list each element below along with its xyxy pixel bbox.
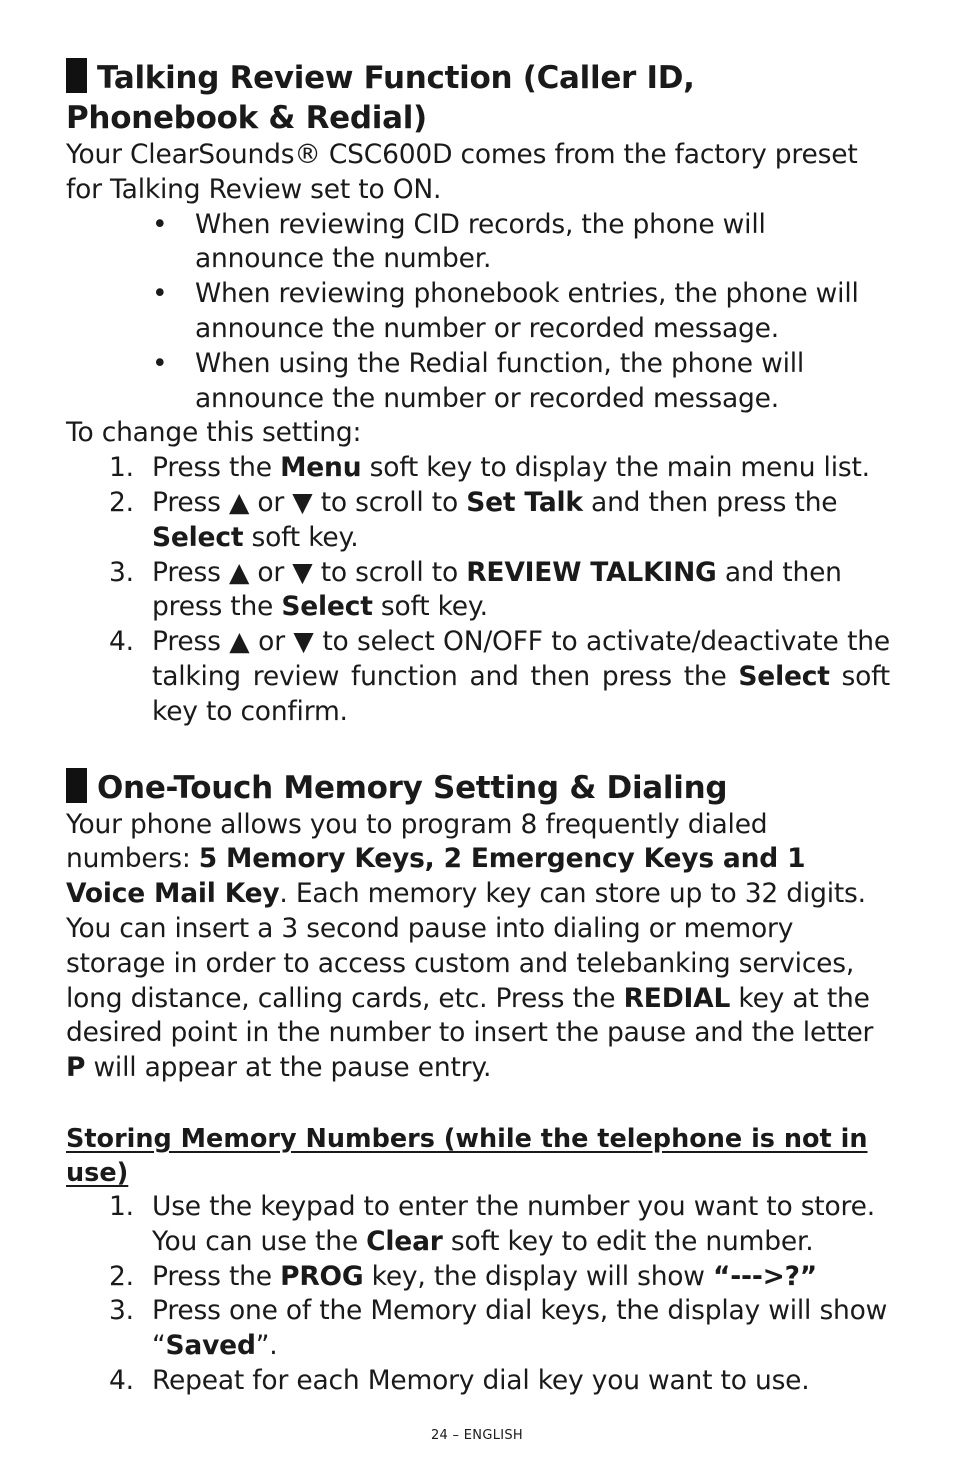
list-item: • When using the Redial function, the phone will announce the number or recorded message.	[152, 347, 805, 414]
intro-paragraph: Your ClearSounds® CSC600D comes from the factory preset for Talking Review set to ON.	[66, 139, 858, 205]
heading-text: Talking Review Function (Caller ID, Phonebook & Redial)	[66, 60, 695, 136]
steps-list	[66, 451, 890, 729]
bullet-list	[66, 208, 890, 417]
step-item: 1. Use the keypad to enter the number you want to store. You can use the Clear soft key to edit the number.	[109, 1190, 875, 1257]
manual-page	[66, 58, 890, 1399]
section-heading-talking-review	[66, 58, 890, 138]
steps-list	[66, 1190, 890, 1399]
bullet-dot: •	[152, 278, 168, 310]
step-item: 3. Press ▲ or ▼ to scroll to REVIEW TALKING and then press the Select soft key.	[109, 556, 842, 623]
step-item: 4. Press ▲ or ▼ to select ON/OFF to activate/deactivate the talking review function and then press the Select soft key to confirm.	[109, 626, 890, 727]
subheading-storing-memory-numbers: Storing Memory Numbers (while the telephone is not in use)	[66, 1123, 868, 1188]
list-item: • When reviewing phonebook entries, the phone will announce the number or recorded message.	[152, 278, 859, 344]
step-item: 3. Press one of the Memory dial keys, the display will show “Saved”.	[109, 1295, 888, 1362]
heading-block-marker	[66, 58, 87, 93]
step-item: 4. Repeat for each Memory dial key you want to use.	[109, 1364, 810, 1396]
page-footer: 24 – ENGLISH	[430, 1428, 524, 1443]
section-heading-one-touch-memory	[66, 768, 890, 808]
bullet-dot: •	[152, 347, 168, 379]
list-item: • When reviewing CID records, the phone will announce the number.	[152, 208, 766, 275]
bullet-dot: •	[152, 208, 168, 240]
step-item: 2. Press the PROG key, the display will show “--->?”	[109, 1260, 818, 1292]
heading-text: One-Touch Memory Setting & Dialing	[97, 769, 728, 806]
step-item: 2. Press ▲ or ▼ to scroll to Set Talk and then press the Select soft key.	[109, 486, 838, 553]
step-item: 1. Press the Menu soft key to display the main menu list.	[109, 452, 870, 484]
change-setting-label: To change this setting:	[66, 417, 362, 449]
memory-description-paragraph: Your phone allows you to program 8 frequently dialed numbers: 5 Memory Keys, 2 Emergency Keys and 1 Voice Mail Key. Each memory key can store up to 32 digits. You can insert a 3 second pause into dialing or memory storage in order to access custom and telebanking services, long distance, calling cards, etc. Press the REDIAL key at the desired point in the number to insert the pause and the letter P will appear at the pause entry.	[66, 808, 874, 1084]
heading-block-marker	[66, 768, 87, 803]
